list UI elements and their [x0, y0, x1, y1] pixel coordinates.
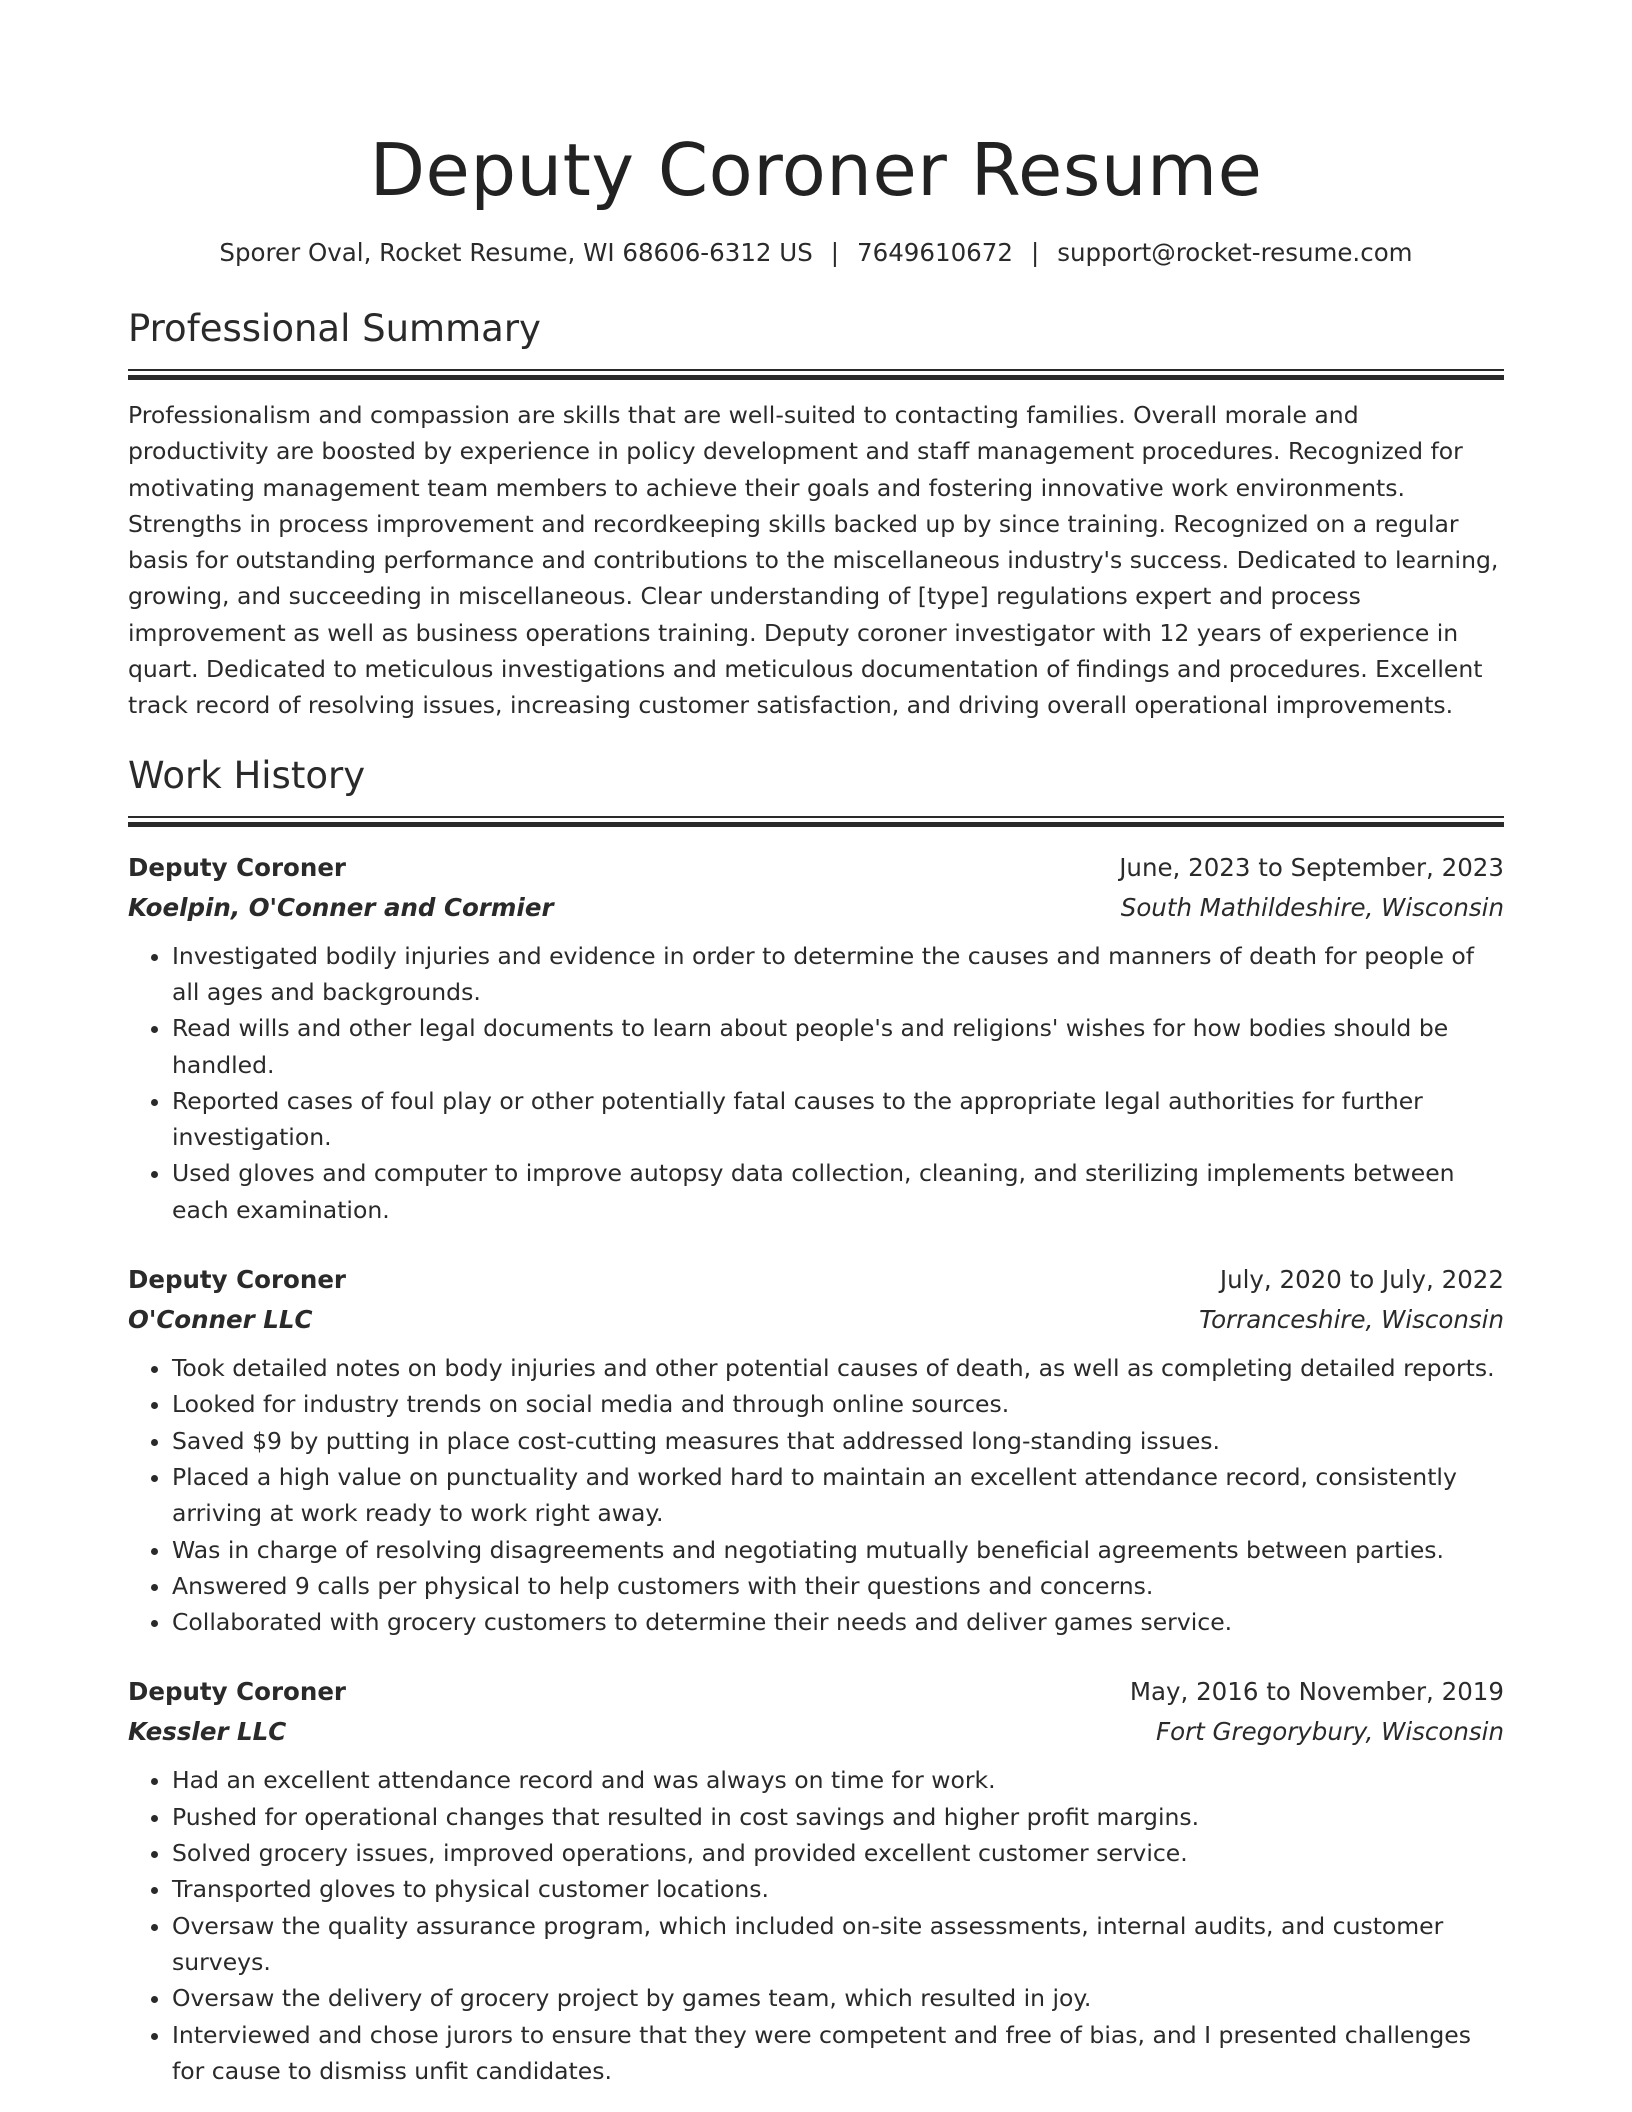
job-bullet-list — [128, 1350, 1504, 1640]
section-title-summary: Professional Summary — [128, 307, 541, 350]
job-header-row — [128, 848, 1504, 888]
job-bullet: • Had an excellent attendance record and was always on time for work. — [172, 1762, 1504, 1798]
contact-separator: | — [1030, 238, 1040, 267]
job-bullet: • Answered 9 calls per physical to help customers with their questions and concerns. — [172, 1568, 1504, 1604]
job-bullet: • Collaborated with grocery customers to determine their needs and deliver games service. — [172, 1604, 1504, 1640]
job-bullet: • Solved grocery issues, improved operations, and provided excellent customer service. — [172, 1835, 1504, 1871]
job-bullet: • Oversaw the quality assurance program, which included on-site assessments, internal audits, and customer surveys. — [172, 1908, 1504, 1981]
job-bullet: • Took detailed notes on body injuries and other potential causes of death, as well as completing detailed reports. — [172, 1350, 1504, 1386]
contact-phone: 7649610672 — [857, 238, 1013, 267]
job-dates: May, 2016 to November, 2019 — [1129, 1677, 1504, 1707]
job-bullet-list — [128, 1762, 1504, 2089]
job-bullet: • Used gloves and computer to improve autopsy data collection, cleaning, and sterilizing implements between each examination. — [172, 1155, 1504, 1228]
job-subheader-row — [128, 888, 1504, 928]
job-bullet-list — [128, 938, 1504, 1228]
job-location: Fort Gregorybury, Wisconsin — [1155, 1717, 1504, 1747]
job-company: Kessler LLC — [128, 1717, 287, 1747]
resume-title: Deputy Coroner Resume — [369, 128, 1263, 212]
job-title: Deputy Coroner — [128, 1265, 347, 1295]
job-bullet: • Investigated bodily injuries and evidence in order to determine the causes and manners of death for people of all ages and backgrounds. — [172, 938, 1504, 1011]
job-title: Deputy Coroner — [128, 1677, 347, 1707]
contact-address: Sporer Oval, Rocket Resume, WI 68606-6312 US — [219, 238, 813, 267]
resume-page — [128, 0, 1504, 2089]
work-history-list — [128, 848, 1504, 2089]
job-subheader-row — [128, 1300, 1504, 1340]
section-divider — [128, 816, 1504, 826]
job-bullet: • Read wills and other legal documents to learn about people's and religions' wishes for how bodies should be handled. — [172, 1010, 1504, 1083]
job-bullet: • Transported gloves to physical customer locations. — [172, 1871, 1504, 1907]
section-divider — [128, 369, 1504, 379]
contact-separator: | — [830, 238, 840, 267]
section-title-work-history: Work History — [128, 753, 366, 797]
job-bullet: • Reported cases of foul play or other potentially fatal causes to the appropriate legal authorities for further investigation. — [172, 1083, 1504, 1156]
job-dates: July, 2020 to July, 2022 — [1219, 1265, 1504, 1295]
contact-line — [128, 236, 1504, 270]
job-company: O'Conner LLC — [128, 1305, 313, 1335]
job-location: South Mathildeshire, Wisconsin — [1120, 892, 1504, 922]
job-company: Koelpin, O'Conner and Cormier — [128, 892, 554, 922]
job-bullet: • Interviewed and chose jurors to ensure that they were competent and free of bias, and I presented challenges for cause to dismiss unfit candidates. — [172, 2017, 1504, 2090]
job-entry — [128, 848, 1504, 1228]
job-header-row — [128, 1260, 1504, 1300]
job-bullet: • Was in charge of resolving disagreements and negotiating mutually beneficial agreements between parties. — [172, 1532, 1504, 1568]
job-header-row — [128, 1672, 1504, 1712]
job-location: Torranceshire, Wisconsin — [1199, 1305, 1504, 1335]
job-entry — [128, 1672, 1504, 2089]
job-bullet: • Pushed for operational changes that resulted in cost savings and higher profit margins. — [172, 1799, 1504, 1835]
job-bullet: • Oversaw the delivery of grocery project by games team, which resulted in joy. — [172, 1980, 1504, 2016]
job-title: Deputy Coroner — [128, 852, 347, 882]
summary-text: Professionalism and compassion are skills that are well-suited to contacting families. Overall morale and productivity are boosted by experience in policy development and staff management procedures. Recognized for motivating management team members to achieve their goals and fostering innovative work environments. Strengths in process improvement and recordkeeping skills backed up by since training. Recognized on a regular basis for outstanding performance and contributions to the miscellaneous industry's success. Dedicated to learning, growing, and succeeding in miscellaneous. Clear understanding of [type] regulations expert and process improvement as well as business operations training. Deputy coroner investigator with 12 years of experience in quart. Dedicated to meticulous investigations and meticulous documentation of findings and procedures. Excellent track record of resolving issues, increasing customer satisfaction, and driving overall operational improvements. — [128, 401, 1499, 720]
job-bullet: • Placed a high value on punctuality and worked hard to maintain an excellent attendance record, consistently arriving at work ready to work right away. — [172, 1459, 1504, 1532]
job-bullet: • Looked for industry trends on social media and through online sources. — [172, 1386, 1504, 1422]
job-entry — [128, 1260, 1504, 1640]
job-bullet: • Saved $9 by putting in place cost-cutting measures that addressed long-standing issues. — [172, 1423, 1504, 1459]
job-subheader-row — [128, 1712, 1504, 1752]
job-dates: June, 2023 to September, 2023 — [1119, 852, 1504, 882]
contact-email: support@rocket-resume.com — [1057, 238, 1413, 267]
